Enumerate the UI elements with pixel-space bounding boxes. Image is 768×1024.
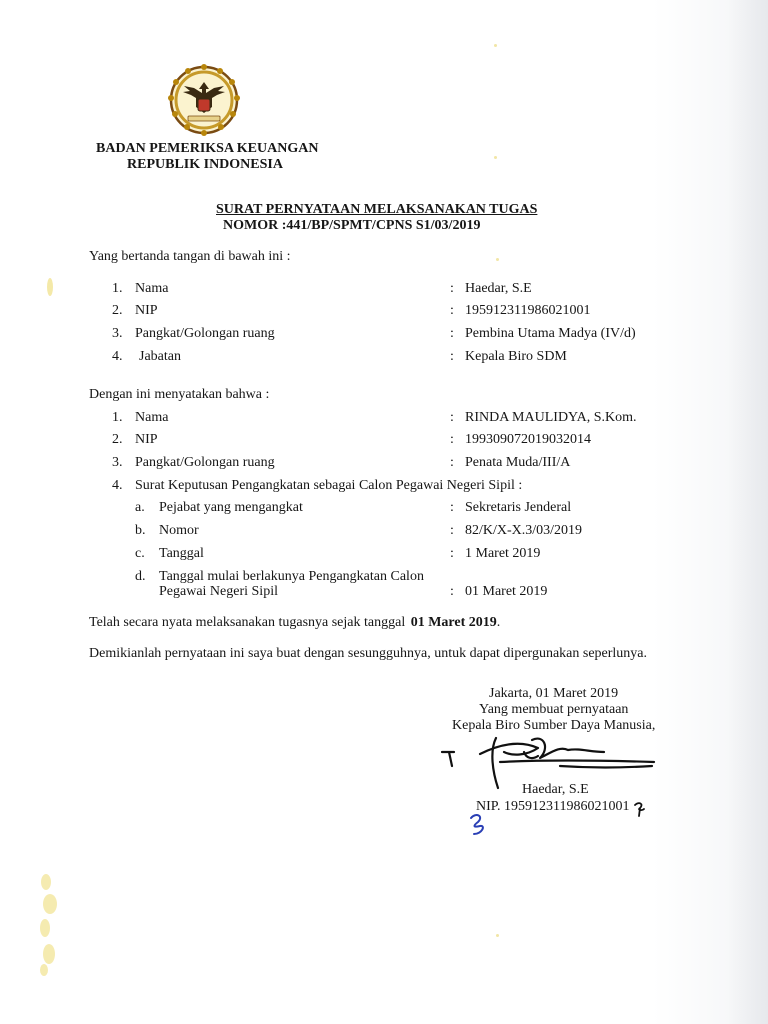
field-label: Pangkat/Golongan ruang [135, 455, 275, 470]
field-number: 4. [112, 478, 123, 493]
speck [496, 934, 499, 937]
duty-statement-end: . [496, 615, 501, 630]
field-number: 2. [112, 303, 123, 318]
signatory-name: Haedar, S.E [522, 782, 589, 797]
field-value: Penata Muda/III/A [465, 455, 571, 470]
field-number: 1. [112, 410, 123, 425]
field-number: 4. [112, 349, 123, 364]
intro-text: Yang bertanda tangan di bawah ini : [89, 249, 291, 264]
org-name-line2: REPUBLIK INDONESIA [127, 157, 283, 172]
document-number: NOMOR :441/BP/SPMT/CPNS S1/03/2019 [223, 218, 481, 233]
document-title: SURAT PERNYATAAN MELAKSANAKAN TUGAS [216, 202, 538, 217]
closing-text: Demikianlah pernyataan ini saya buat dengan sesungguhnya, untuk dapat dipergunakan seperlunya. [89, 646, 648, 661]
speck [494, 156, 497, 159]
field-separator: : [450, 584, 454, 599]
field-number: 3. [112, 326, 123, 341]
ink-mark-icon [632, 800, 648, 818]
subfield-label: Nomor [159, 523, 199, 538]
field-separator: : [450, 455, 454, 470]
subfield-letter: c. [135, 546, 145, 561]
subfield-label: Tanggal [159, 546, 204, 561]
field-label: NIP [135, 303, 158, 318]
subfield-value: 01 Maret 2019 [465, 584, 548, 599]
field-separator: : [450, 326, 454, 341]
subfield-label-line2: Pegawai Negeri Sipil [159, 584, 278, 599]
field-value: 195912311986021001 [465, 303, 591, 318]
signatory-nip: NIP. 195912311986021001 [476, 799, 630, 814]
subfield-label: Pejabat yang mengangkat [159, 500, 303, 515]
signatory-position: Kepala Biro Sumber Daya Manusia, [452, 718, 656, 733]
field-separator: : [450, 410, 454, 425]
field-value: Pembina Utama Madya (IV/d) [465, 326, 636, 341]
duty-statement-text: Telah secara nyata melaksanakan tugasnya sejak tanggal [89, 615, 406, 630]
field-value: Haedar, S.E [465, 281, 532, 296]
yellow-stain-mark [36, 870, 62, 980]
place-date: Jakarta, 01 Maret 2019 [489, 686, 619, 701]
speck [496, 258, 499, 261]
field-separator: : [450, 349, 454, 364]
statement-intro: Dengan ini menyatakan bahwa : [89, 387, 270, 402]
subfield-letter: b. [135, 523, 146, 538]
field-separator: : [450, 281, 454, 296]
subfield-letter: d. [135, 569, 146, 584]
duty-start-date: 01 Maret 2019 [410, 615, 497, 630]
field-value: Kepala Biro SDM [465, 349, 567, 364]
field-separator: : [450, 500, 454, 515]
field-separator: : [450, 303, 454, 318]
field-label: NIP [135, 432, 158, 447]
field-label: Jabatan [139, 349, 181, 364]
field-label: Nama [135, 410, 169, 425]
field-separator: : [450, 523, 454, 538]
page-edge-shadow [728, 0, 768, 1024]
garuda-emblem-icon [162, 62, 246, 138]
field-value: RINDA MAULIDYA, S.Kom. [465, 410, 637, 425]
field-separator: : [450, 432, 454, 447]
duty-statement [89, 614, 500, 631]
subfield-label-line1: Tanggal mulai berlakunya Pengangkatan Calon [159, 569, 424, 584]
field-label: Nama [135, 281, 169, 296]
yellow-stain-mark-small [46, 276, 54, 298]
field-label: Surat Keputusan Pengangkatan sebagai Calon Pegawai Negeri Sipil : [135, 478, 523, 493]
field-number: 1. [112, 281, 123, 296]
field-value: 199309072019032014 [465, 432, 591, 447]
field-label: Pangkat/Golongan ruang [135, 326, 275, 341]
subfield-value: 1 Maret 2019 [465, 546, 541, 561]
subfield-letter: a. [135, 500, 145, 515]
subfield-value: 82/K/X-X.3/03/2019 [465, 523, 583, 538]
field-number: 3. [112, 455, 123, 470]
subfield-value: Sekretaris Jenderal [465, 500, 572, 515]
speck [494, 44, 497, 47]
statement-maker: Yang membuat pernyataan [479, 702, 629, 717]
field-separator: : [450, 546, 454, 561]
org-name-line1: BADAN PEMERIKSA KEUANGAN [96, 141, 319, 156]
blue-initial-paraf-icon [466, 812, 488, 838]
field-number: 2. [112, 432, 123, 447]
